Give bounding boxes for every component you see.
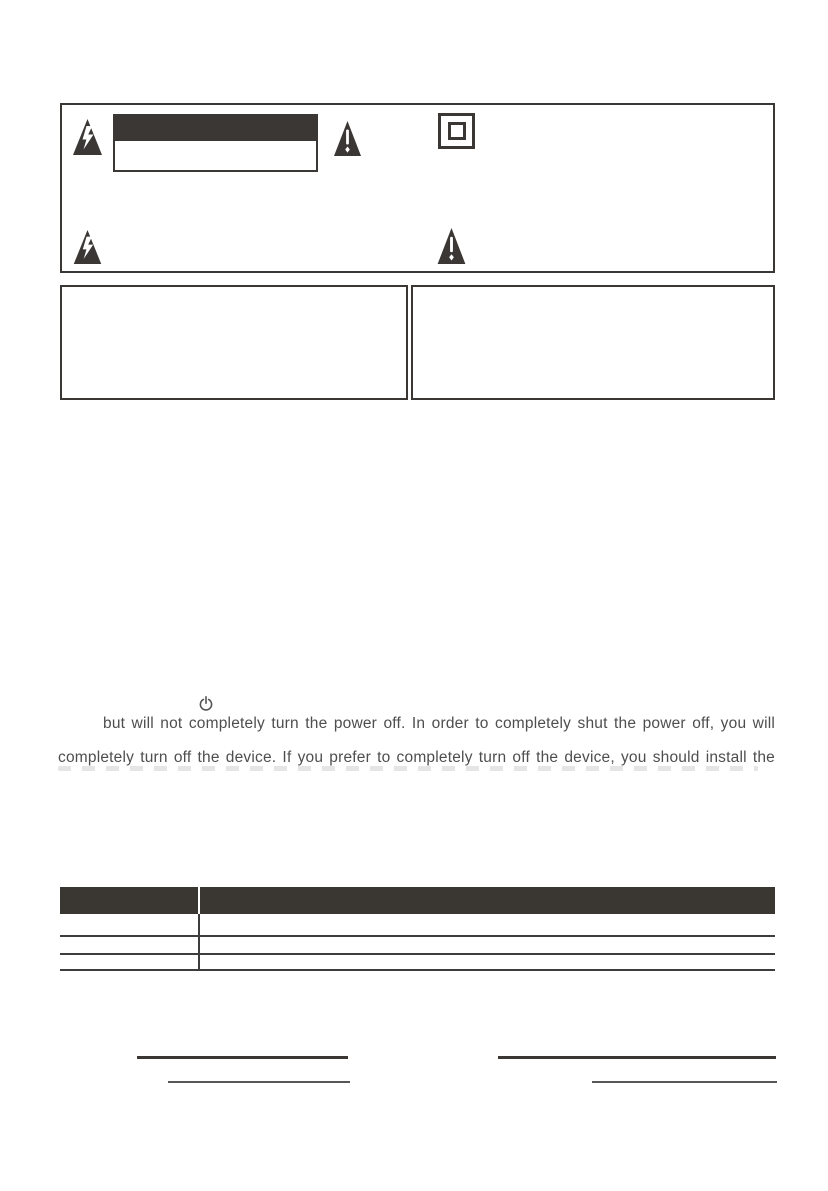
fill-in-line-left-bottom xyxy=(168,1081,350,1083)
paragraph-line-2: completely turn off the device. If you prefer to completely turn off the device, you should install the xyxy=(58,749,775,766)
table-header-cell-1 xyxy=(60,887,198,914)
lightning-triangle-icon xyxy=(72,229,103,265)
table-bottom-border xyxy=(60,969,775,971)
fill-in-line-right-top xyxy=(498,1056,776,1059)
paragraph-line-1: but will not completely turn the power off. In order to completely shut the power off, you will xyxy=(103,715,775,732)
table-row-divider xyxy=(60,935,775,937)
power-standby-icon xyxy=(199,696,213,712)
fill-in-line-right-bottom xyxy=(592,1081,777,1083)
caution-body-text xyxy=(113,141,318,172)
note-box-left xyxy=(60,285,408,400)
fill-in-line-left-top xyxy=(137,1056,348,1059)
caution-box xyxy=(113,114,318,174)
lightning-triangle-icon xyxy=(72,118,103,156)
table-row-divider xyxy=(60,953,775,955)
alert-triangle-icon xyxy=(436,227,467,265)
warning-panel xyxy=(60,103,775,273)
faint-text-remnants xyxy=(58,766,758,771)
note-box-right xyxy=(411,285,775,400)
caution-banner xyxy=(113,114,318,141)
class-ii-double-square-icon xyxy=(438,113,475,149)
class-ii-inner-square xyxy=(448,122,466,140)
table-column-divider xyxy=(198,914,200,971)
table-header-cell-2 xyxy=(200,887,775,914)
alert-triangle-icon xyxy=(333,120,362,157)
